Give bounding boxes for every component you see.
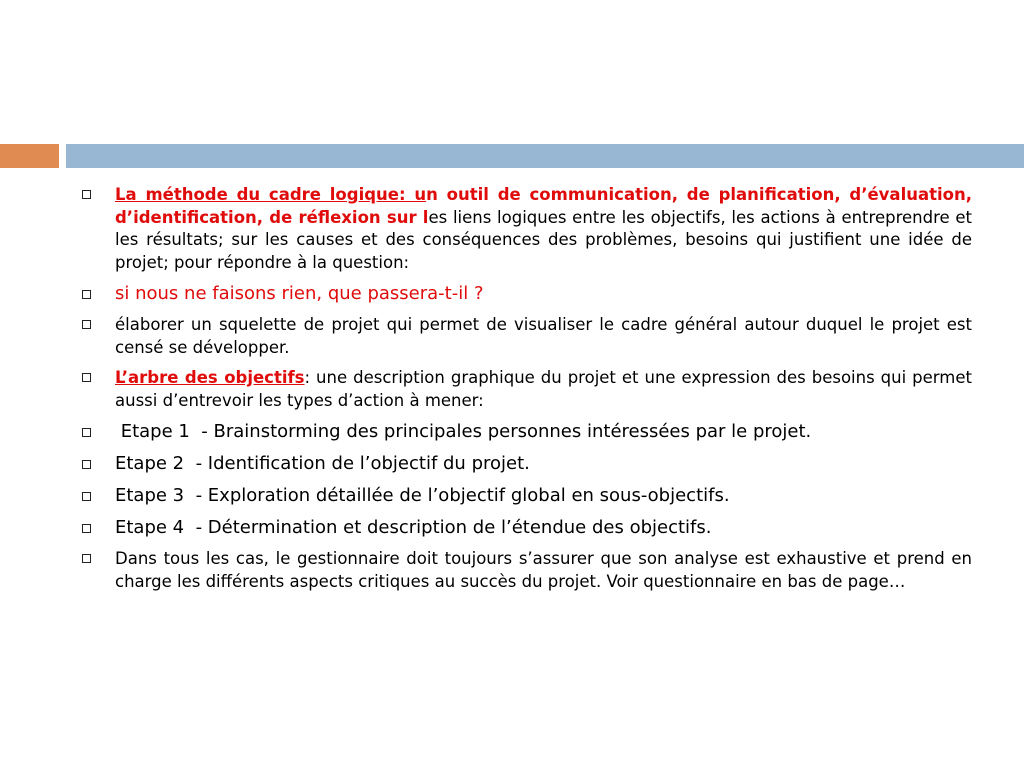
header-band-accent (0, 144, 59, 168)
cadre-logique-title: La méthode du cadre logique: u (115, 185, 427, 204)
square-bullet-icon (82, 524, 91, 533)
bullet-arbre-objectifs (80, 367, 972, 412)
etape-1-label: Etape 1 (115, 421, 196, 442)
bullet-etape-4 (80, 516, 972, 540)
square-bullet-icon (82, 320, 91, 329)
squelette-text: élaborer un squelette de projet qui permet de visualiser le cadre général autour duquel le projet est censé se développer. (115, 315, 972, 357)
square-bullet-icon (82, 428, 91, 437)
etape-4-text: - Détermination et description de l’étendue des objectifs. (189, 517, 712, 538)
header-band (66, 144, 1024, 168)
square-bullet-icon (82, 460, 91, 469)
etape-2-label: Etape 2 (115, 453, 190, 474)
bullet-etape-2 (80, 452, 972, 476)
etape-4-label: Etape 4 (115, 517, 190, 538)
conclusion-text: Dans tous les cas, le gestionnaire doit toujours s’assurer que son analyse est exhaustive et prend en charge les différents aspects critiques au succès du projet. Voir questionnaire en bas de page… (115, 549, 972, 591)
etape-1-text: - Brainstorming des principales personnes intéressées par le projet. (195, 421, 812, 442)
square-bullet-icon (82, 290, 91, 299)
square-bullet-icon (82, 190, 91, 199)
cadre-logique-text: es liens logiques entre les objectifs, les actions à entreprendre et les résultats; sur les causes et des conséquences des problèmes, besoins qui justifient une idée de projet; pour répondre à la question: (115, 207, 972, 272)
cadre-logique-definition: n outil de communication, de planification, d’évaluation, d’identification, de réflexion sur l (115, 185, 972, 227)
slide-body (80, 184, 972, 601)
etape-3-text: - Exploration détaillée de l’objectif global en sous-objectifs. (189, 485, 730, 506)
bullet-etape-3 (80, 484, 972, 508)
bullet-conclusion (80, 548, 972, 593)
etape-2-text: - Identification de l’objectif du projet. (189, 453, 530, 474)
question-text: si nous ne faisons rien, que passera-t-il ? (115, 283, 484, 304)
square-bullet-icon (82, 554, 91, 563)
bullet-question (80, 282, 972, 306)
bullet-cadre-logique (80, 184, 972, 274)
arbre-objectifs-title: L’arbre des objectifs (115, 368, 305, 387)
square-bullet-icon (82, 373, 91, 382)
etape-3-label: Etape 3 (115, 485, 190, 506)
square-bullet-icon (82, 492, 91, 501)
bullet-etape-1 (80, 420, 972, 444)
bullet-squelette (80, 314, 972, 359)
arbre-objectifs-text: : une description graphique du projet et une expression des besoins qui permet aussi d’entrevoir les types d’action à mener: (115, 368, 972, 410)
